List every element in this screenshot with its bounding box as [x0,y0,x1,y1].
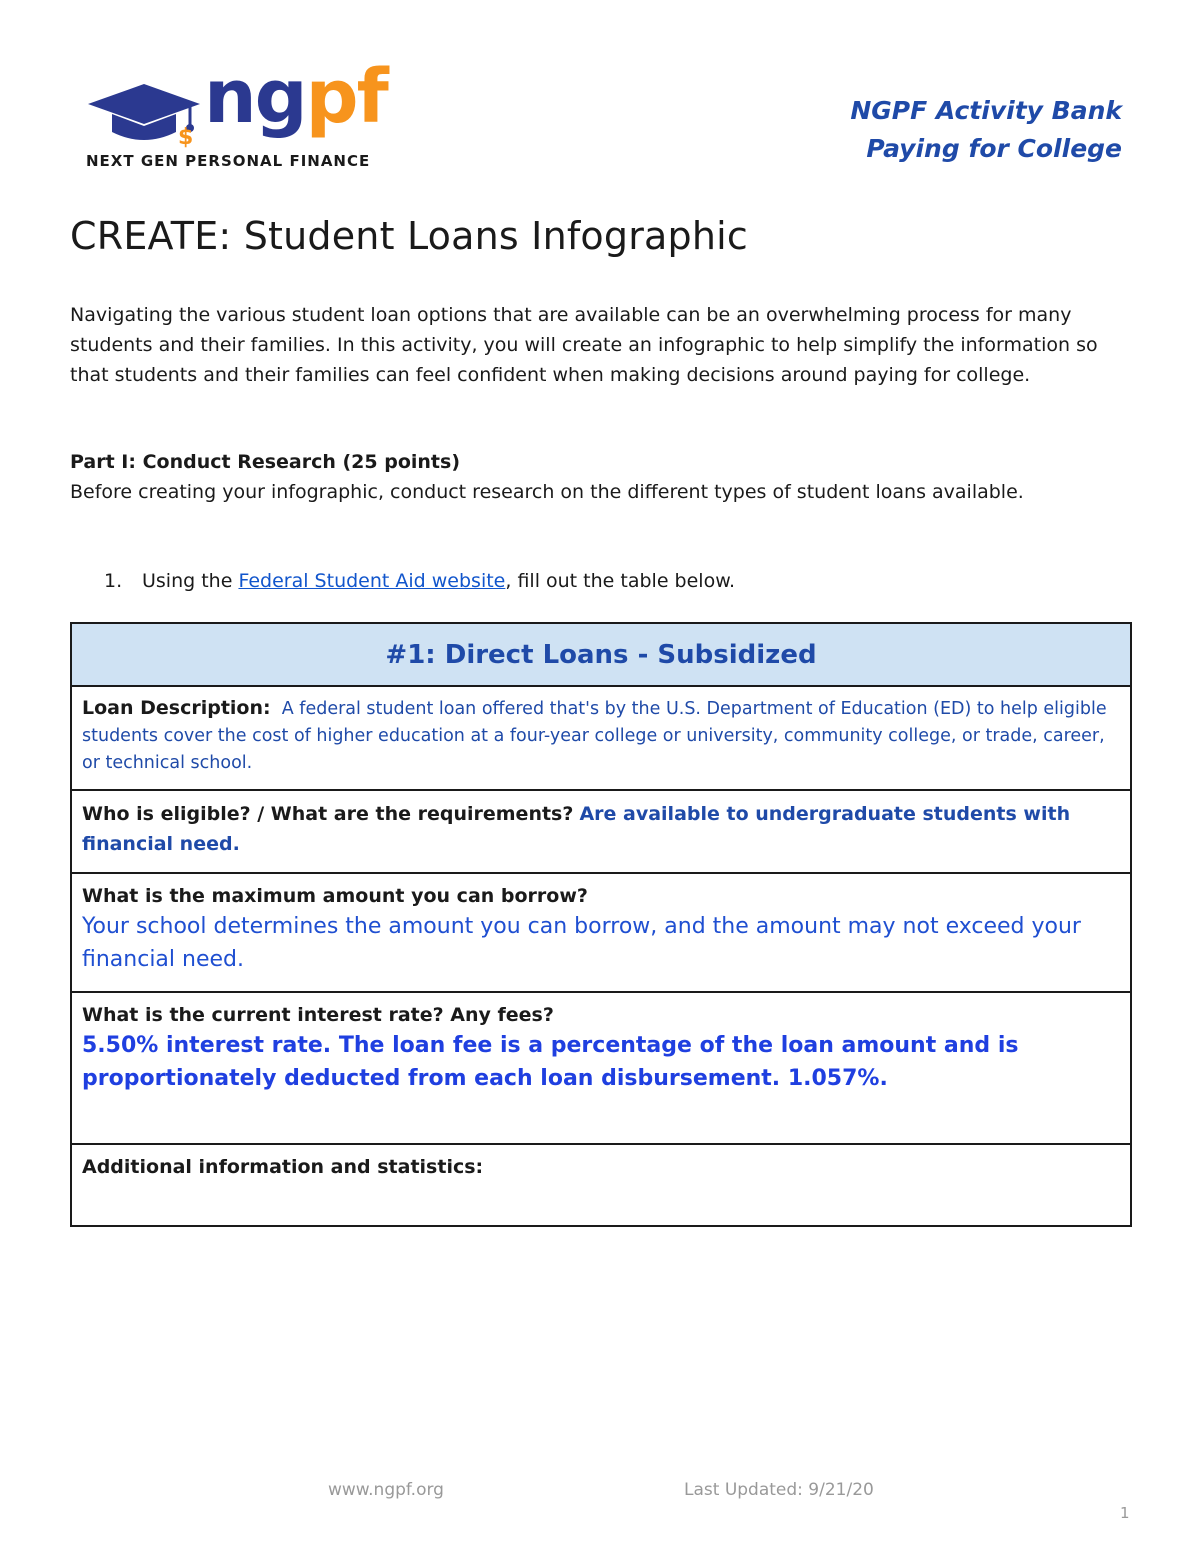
loan-description-answer[interactable]: A federal student loan offered that's by the U.S. Department of Education (ED) to help eligible students cover the cost of higher education at a four-year college or university, community college, or trade, career, or technical school. [82,699,1107,773]
max-amount-answer[interactable]: Your school determines the amount you can borrow, and the amount may not exceed your financial need. [82,914,1081,972]
step-1 [104,566,735,596]
federal-student-aid-link[interactable]: Federal Student Aid website [238,570,506,592]
footer-last-updated: Last Updated: 9/21/20 [684,1480,874,1500]
logo-wordmark [204,54,387,140]
svg-text:$: $ [178,125,194,148]
eligibility-label: Who is eligible? / What are the requirements? [82,803,574,825]
logo-ng: ng [204,54,306,140]
table-header: #1: Direct Loans - Subsidized [72,624,1130,687]
loan-description-row [72,687,1130,791]
header-line-2: Paying for College [866,134,1122,163]
ngpf-logo [86,54,387,178]
activity-bank-header [850,92,1122,168]
logo-subtitle: NEXT GEN PERSONAL FINANCE [86,152,371,170]
graduation-cap-dollar-icon [86,82,206,148]
step-suffix: , fill out the table below. [505,570,736,592]
logo-pf: pf [305,54,387,140]
interest-rate-row [72,993,1130,1145]
max-amount-row [72,874,1130,993]
max-amount-label: What is the maximum amount you can borrow? [82,885,588,907]
interest-rate-label: What is the current interest rate? Any fees? [82,1004,554,1026]
eligibility-row [72,791,1130,874]
page-number: 1 [1120,1504,1130,1522]
eligibility-answer[interactable]: Are available to undergraduate students with financial need. [82,803,1071,855]
footer-url: www.ngpf.org [328,1480,444,1500]
loan-table [70,622,1132,1227]
header-line-1: NGPF Activity Bank [850,96,1122,125]
additional-info-row[interactable] [72,1145,1130,1225]
part-1-heading: Part I: Conduct Research (25 points) [70,451,461,473]
loan-description-label: Loan Description: [82,697,271,719]
step-number: 1. [104,570,123,592]
additional-info-label: Additional information and statistics: [82,1156,484,1178]
interest-rate-answer[interactable]: 5.50% interest rate. The loan fee is a percentage of the loan amount and is proportionately deducted from each loan disbursement. 1.057%. [82,1033,1019,1091]
page-title: CREATE: Student Loans Infographic [70,214,748,258]
step-prefix: Using the [142,570,239,592]
intro-paragraph: Navigating the various student loan options that are available can be an overwhelming process for many students and their families. In this activity, you will create an infographic to help simplify the information so that students and their families can feel confident when making decisions around paying for college. [70,304,1098,386]
part-1-text: Before creating your infographic, conduct research on the different types of student loans available. [70,481,1024,503]
